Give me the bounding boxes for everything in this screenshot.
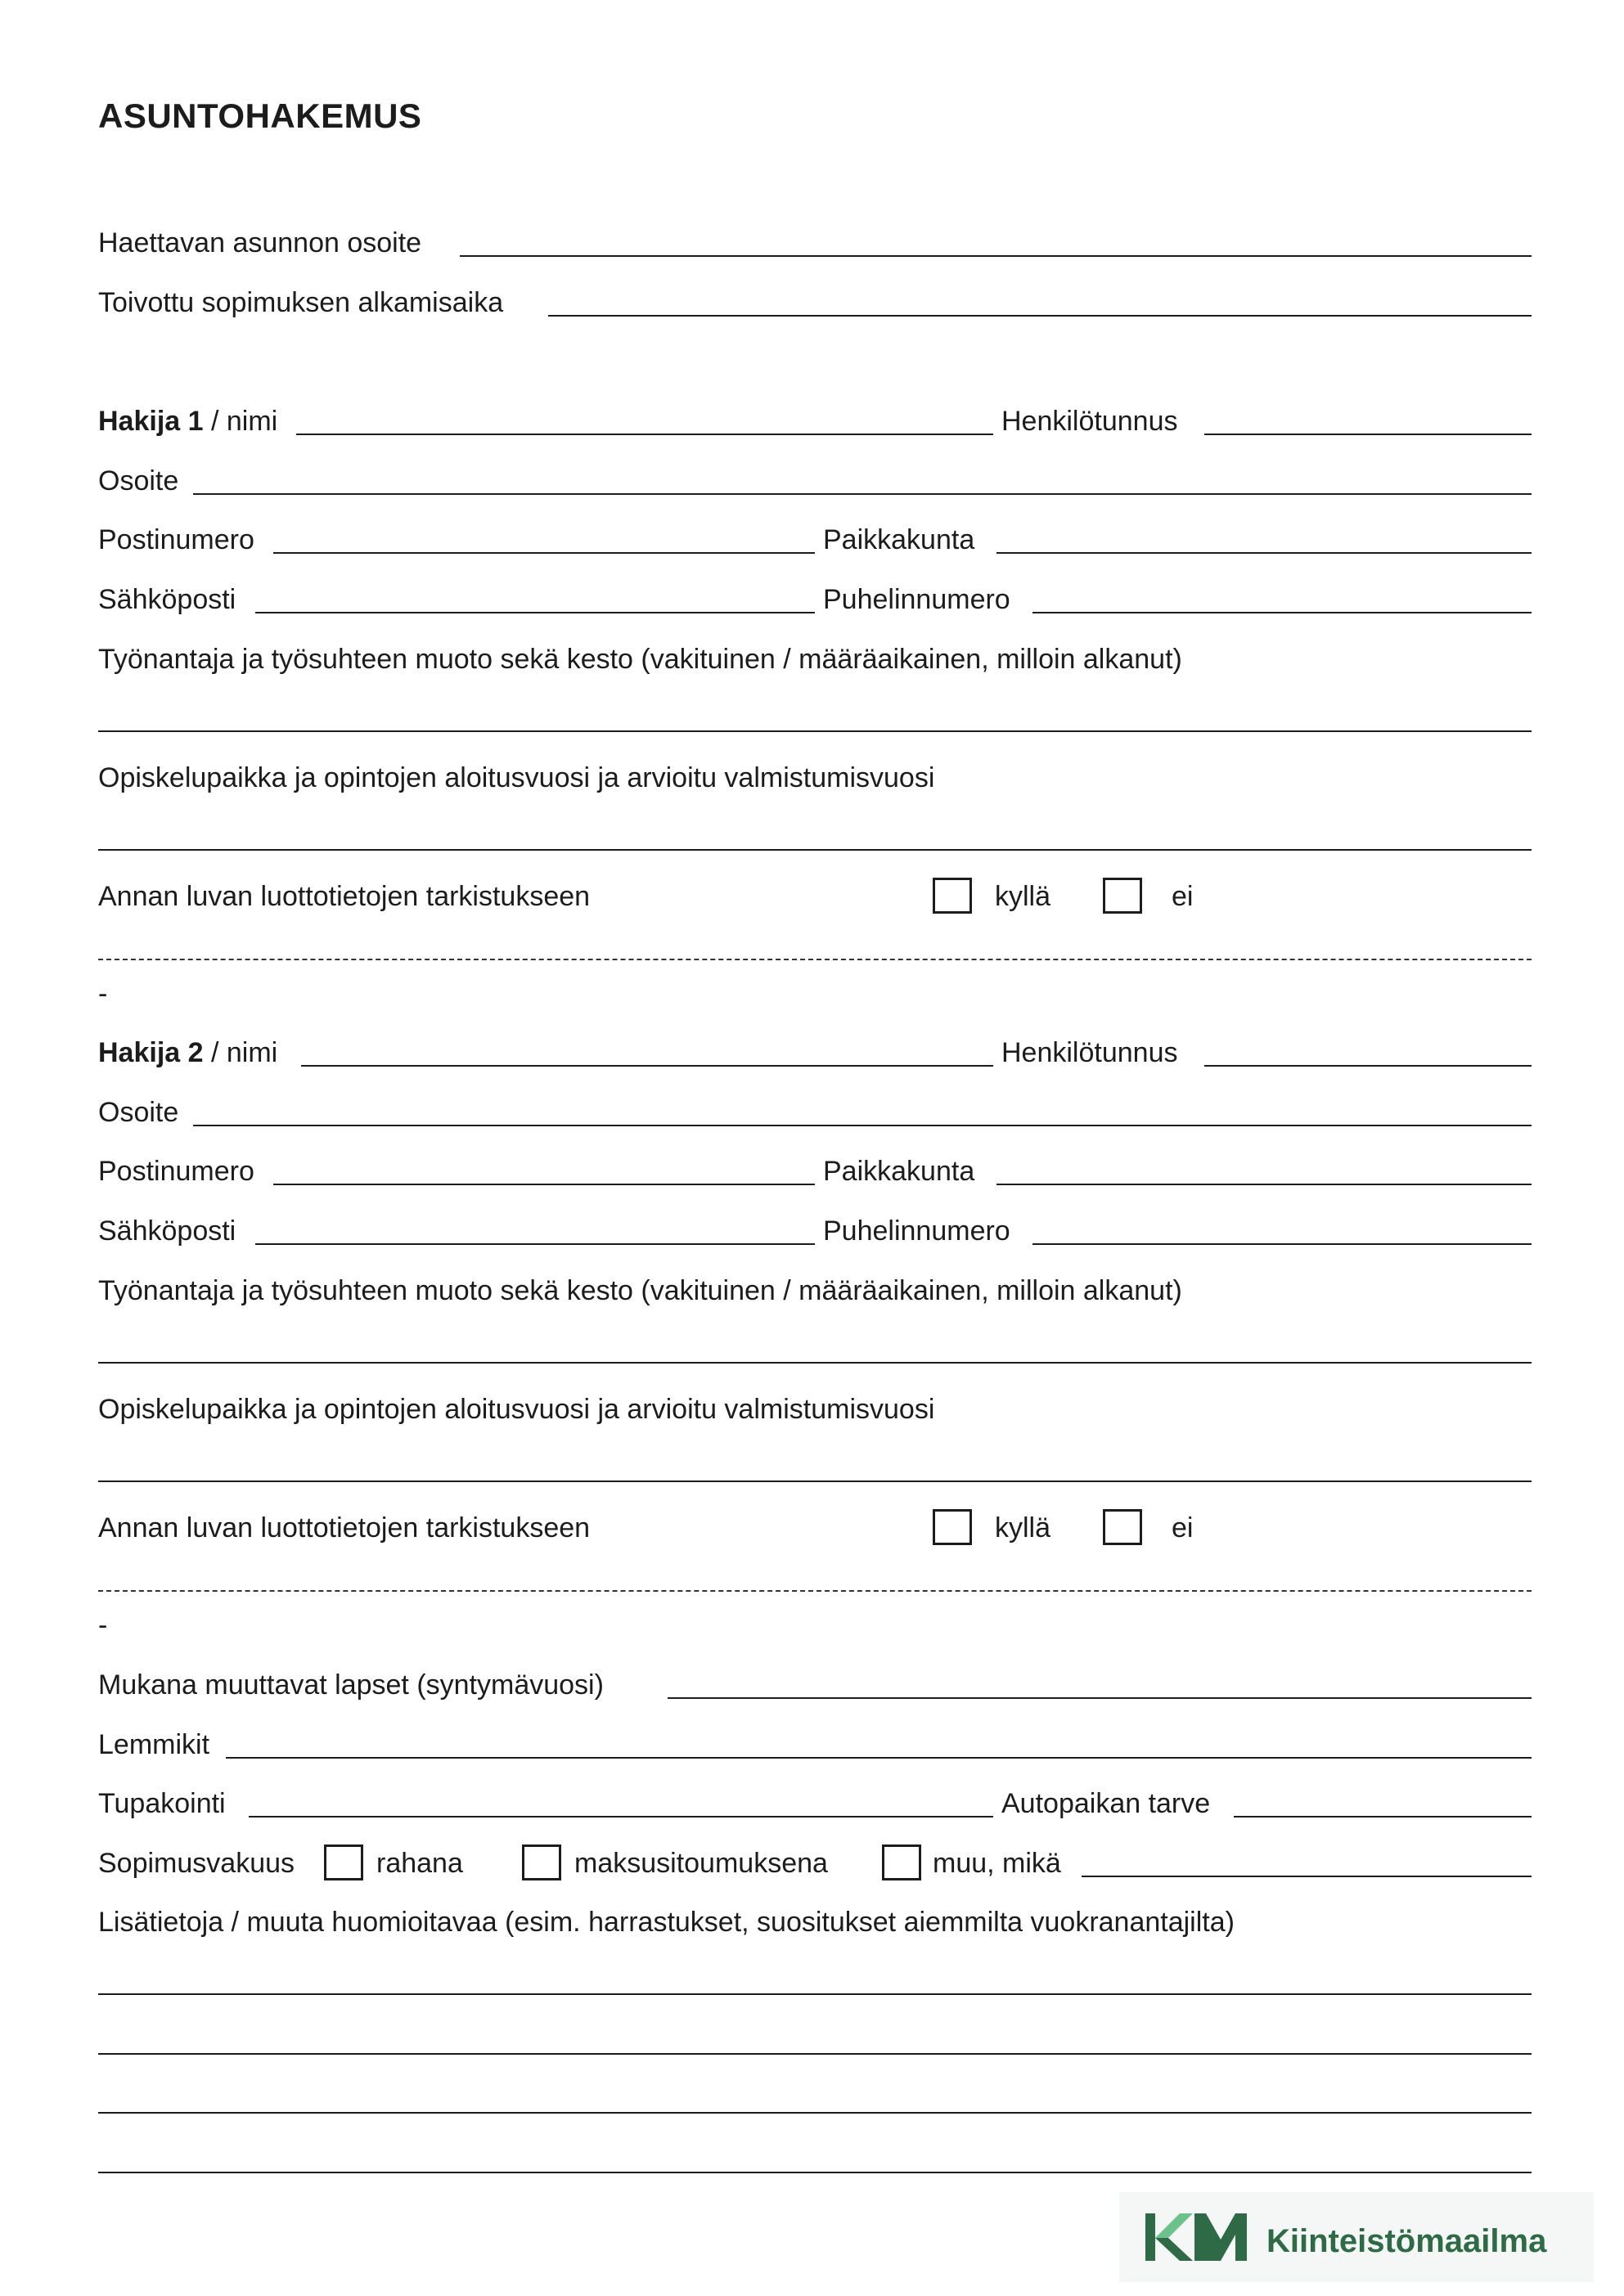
divider-dash: - — [98, 978, 108, 1009]
applicant-1-credit-label: Annan luvan luottotietojen tarkistukseen — [98, 881, 591, 912]
applicant-2-employer-field[interactable] — [98, 1362, 1532, 1364]
parking-label: Autopaikan tarve — [1001, 1788, 1211, 1819]
applicant-2-name-field[interactable] — [301, 1065, 993, 1067]
applicant-1-city-label: Paikkakunta — [823, 524, 975, 555]
applicant-1-employer-label: Työnantaja ja työsuhteen muoto sekä kesto (vakituinen / määräaikainen, milloin alkanut) — [98, 644, 1182, 675]
applicant-1-credit-no-checkbox[interactable] — [1103, 878, 1142, 914]
deposit-commitment-label: maksusitoumuksena — [574, 1848, 828, 1879]
extra-info-line[interactable] — [98, 1993, 1532, 1995]
section-divider — [98, 959, 1532, 960]
applicant-2-credit-label: Annan luvan luottotietojen tarkistukseen — [98, 1512, 591, 1543]
applicant-1-employer-field[interactable] — [98, 730, 1532, 732]
applicant-2-heading: Hakija 2 — [98, 1037, 204, 1068]
start-date-field[interactable] — [548, 315, 1532, 317]
applicant-1-phone-field[interactable] — [1032, 612, 1532, 613]
deposit-cash-label: rahana — [376, 1848, 463, 1879]
applicant-1-ssn-field[interactable] — [1204, 434, 1532, 435]
applicant-2-address-field[interactable] — [193, 1125, 1532, 1126]
applicant-1-city-field[interactable] — [996, 552, 1532, 554]
applicant-2-study-field[interactable] — [98, 1480, 1532, 1482]
applicant-1-address-field[interactable] — [193, 493, 1532, 495]
applicant-1-email-field[interactable] — [255, 612, 815, 613]
deposit-other-checkbox[interactable] — [882, 1844, 921, 1880]
applicant-2-ssn-label: Henkilötunnus — [1001, 1037, 1178, 1068]
applicant-1-credit-yes-checkbox[interactable] — [933, 878, 972, 914]
applicant-1-name-suffix: / nimi — [203, 406, 278, 437]
applicant-2-study-label: Opiskelupaikka ja opintojen aloitusvuosi ja arvioitu valmistumisvuosi — [98, 1394, 935, 1425]
deposit-other-field[interactable] — [1082, 1876, 1532, 1877]
section-divider — [98, 1590, 1532, 1592]
km-logo-mark-icon — [1144, 2210, 1250, 2264]
applicant-1-credit-yes-label: kyllä — [995, 881, 1051, 912]
deposit-commitment-checkbox[interactable] — [522, 1844, 561, 1880]
applicant-2-name-suffix: / nimi — [203, 1037, 278, 1068]
form-title: ASUNTOHAKEMUS — [98, 97, 422, 135]
children-field[interactable] — [668, 1697, 1532, 1699]
address-field[interactable] — [460, 255, 1532, 257]
applicant-1-study-label: Opiskelupaikka ja opintojen aloitusvuosi ja arvioitu valmistumisvuosi — [98, 762, 935, 793]
applicant-2-credit-yes-checkbox[interactable] — [933, 1509, 972, 1545]
extra-info-line[interactable] — [98, 2112, 1532, 2114]
smoking-field[interactable] — [249, 1816, 993, 1817]
applicant-1-name-field[interactable] — [296, 434, 993, 435]
applicant-1-email-label: Sähköposti — [98, 584, 236, 615]
deposit-label: Sopimusvakuus — [98, 1848, 295, 1879]
applicant-2-credit-no-label: ei — [1172, 1512, 1194, 1543]
address-label: Haettavan asunnon osoite — [98, 227, 422, 258]
pets-label: Lemmikit — [98, 1729, 210, 1760]
applicant-2-credit-no-checkbox[interactable] — [1103, 1509, 1142, 1545]
applicant-2-employer-label: Työnantaja ja työsuhteen muoto sekä kesto (vakituinen / määräaikainen, milloin alkanut) — [98, 1275, 1182, 1306]
extra-info-line[interactable] — [98, 2053, 1532, 2055]
applicant-1-postal-label: Postinumero — [98, 524, 254, 555]
applicant-1-address-label: Osoite — [98, 465, 179, 496]
company-logo — [1119, 2192, 1594, 2282]
applicant-2-postal-label: Postinumero — [98, 1156, 254, 1187]
pets-field[interactable] — [226, 1757, 1532, 1759]
extra-info-line[interactable] — [98, 2172, 1532, 2173]
applicant-1-heading: Hakija 1 — [98, 406, 204, 437]
applicant-2-email-field[interactable] — [255, 1243, 815, 1245]
applicant-2-city-label: Paikkakunta — [823, 1156, 975, 1187]
deposit-other-label: muu, mikä — [933, 1848, 1061, 1879]
applicant-2-phone-field[interactable] — [1032, 1243, 1532, 1245]
applicant-1-study-field[interactable] — [98, 849, 1532, 851]
applicant-2-postal-field[interactable] — [273, 1184, 815, 1185]
start-date-label: Toivottu sopimuksen alkamisaika — [98, 287, 504, 318]
smoking-label: Tupakointi — [98, 1788, 226, 1819]
applicant-1-phone-label: Puhelinnumero — [823, 584, 1010, 615]
applicant-2-name-label — [98, 1039, 277, 1067]
extra-info-label: Lisätietoja / muuta huomioitavaa (esim. harrastukset, suositukset aiemmilta vuokranantajilta) — [98, 1907, 1235, 1938]
applicant-2-credit-yes-label: kyllä — [995, 1512, 1051, 1543]
applicant-1-ssn-label: Henkilötunnus — [1001, 406, 1178, 437]
applicant-2-ssn-field[interactable] — [1204, 1065, 1532, 1067]
deposit-cash-checkbox[interactable] — [324, 1844, 363, 1880]
applicant-2-address-label: Osoite — [98, 1097, 179, 1128]
applicant-2-phone-label: Puhelinnumero — [823, 1215, 1010, 1247]
applicant-2-email-label: Sähköposti — [98, 1215, 236, 1247]
applicant-2-city-field[interactable] — [996, 1184, 1532, 1185]
parking-field[interactable] — [1234, 1816, 1532, 1817]
children-label: Mukana muuttavat lapset (syntymävuosi) — [98, 1669, 604, 1701]
divider-dash: - — [98, 1610, 108, 1641]
applicant-1-postal-field[interactable] — [273, 552, 815, 554]
applicant-1-name-label — [98, 407, 277, 435]
applicant-1-credit-no-label: ei — [1172, 881, 1194, 912]
brand-name: Kiinteistömaailma — [1266, 2223, 1547, 2259]
